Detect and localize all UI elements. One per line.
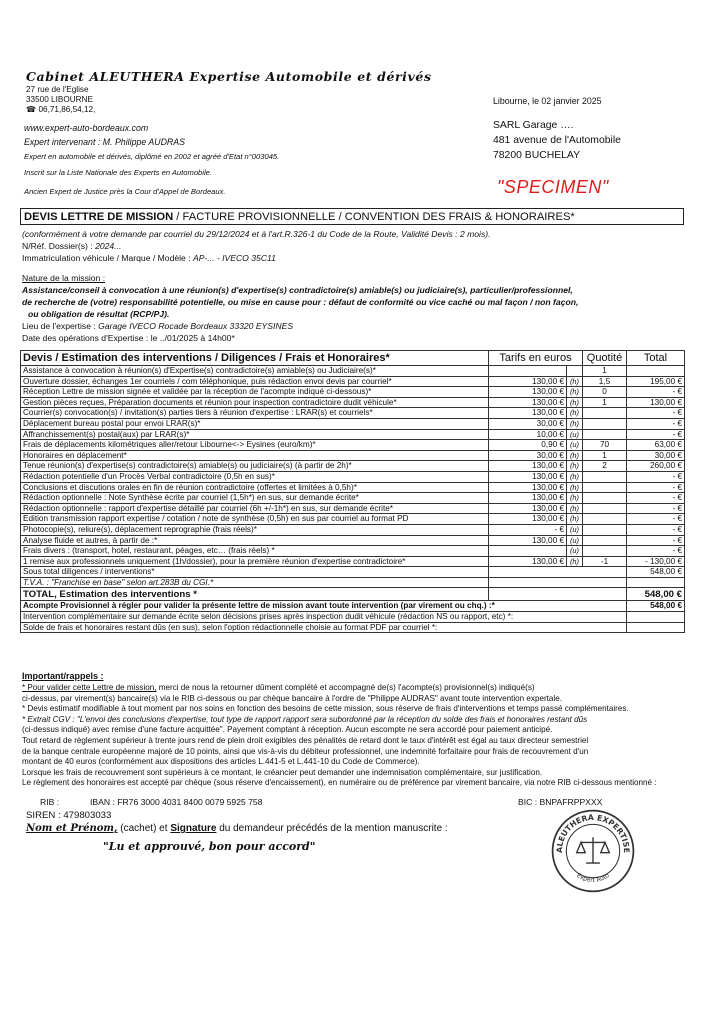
row-quotite <box>583 514 627 525</box>
row-description: Honoraires en déplacement* <box>21 450 489 461</box>
title-bold: DEVIS LETTRE DE MISSION <box>24 211 174 223</box>
table-row <box>21 461 685 472</box>
notes-block <box>22 671 702 789</box>
total-label: TOTAL, Estimation des interventions * <box>21 588 489 601</box>
row-total: - € <box>627 514 685 525</box>
mission-line-1: Assistance/conseil à convocation à une réunion(s) d'expertise(s) contradictoire(s) amiable(s) ou judiciaire(s), particulier/professionnel, <box>22 285 573 295</box>
row-description: Déplacement bureau postal pour envoi LRAR(s)* <box>21 418 489 429</box>
table-row <box>21 376 685 387</box>
row-description: Ouverture dossier, échanges 1er courriels / com téléphonique, puis rédaction envoi devis par courriel* <box>21 376 489 387</box>
notes-line-8: montant de 40 euros (conformément aux dispositions des articles L.441-5 et L.441-10 du Code de Commerce). <box>22 757 420 767</box>
row-unit: (h) <box>567 387 583 398</box>
recipient-name: SARL Garage …. <box>493 120 574 131</box>
row-quotite: 70 <box>583 440 627 451</box>
signature-instruction: Nom et Prénom, (cachet) et Signature du demandeur précédés de la mention manuscrite : <box>26 823 448 834</box>
row-description: Affranchissement(s) postal(aux) par LRAR(s)* <box>21 429 489 440</box>
row-quotite: 0 <box>583 387 627 398</box>
row-description: Analyse fluide et autres, à partir de :* <box>21 535 489 546</box>
table-row <box>21 450 685 461</box>
expert-listing: Inscrit sur la Liste Nationale des Experts en Automobile. <box>24 168 212 177</box>
stamp-bottom-text: Expert Auto <box>575 872 611 884</box>
row-total: - € <box>627 418 685 429</box>
stamp-top-text: ALEUTHERA EXPERTISE <box>554 812 632 854</box>
subtotal-spacer <box>489 567 627 578</box>
row-quotite <box>583 482 627 493</box>
row-total: 195,00 € <box>627 376 685 387</box>
row-unit: (u) <box>567 524 583 535</box>
specimen-watermark: "SPECIMEN" <box>497 177 609 197</box>
row-description: Courrier(s) convocation(s) / invitation(s) parties tiers à réunion d'expertise : LRAR(s) et courriels* <box>21 408 489 419</box>
row-description: Rédaction optionnelle : Note Synthèse écrite par courriel (1,5h*) en sus, sur demande écrite* <box>21 493 489 504</box>
row-description: 1 remise aux professionnels uniquement (1h/dossier), pour la première réunion d'expertise contradictoire* <box>21 556 489 567</box>
row-unit: (u) <box>567 440 583 451</box>
solde-row <box>21 622 685 633</box>
cabinet-address <box>26 85 95 115</box>
row-tarif: 30,00 € <box>489 450 567 461</box>
svg-text:Expert Auto <box>575 872 611 884</box>
row-total: - € <box>627 503 685 514</box>
row-tarif: 130,00 € <box>489 461 567 472</box>
mission-line-2: de recherche de (votre) responsabilité potentielle, ou mise en cause pour : défaut de conformité ou vice caché ou mal façon / non façon, <box>22 297 579 307</box>
acompte-label: Acompte Provisionnel à régler pour valider la présente lettre de mission avant toute intervention (par virement ou chq.) :* <box>21 601 627 612</box>
row-tarif: - € <box>489 524 567 535</box>
row-tarif: 130,00 € <box>489 408 567 419</box>
row-unit <box>567 366 583 377</box>
tva-label: T.V.A. : "Franchise en base" selon art.283B du CGI.* <box>21 577 489 588</box>
bank-iban: IBAN : FR76 3000 4031 8400 0079 5925 758 <box>90 797 263 807</box>
total-row <box>21 588 685 601</box>
row-tarif: 30,00 € <box>489 418 567 429</box>
table-row <box>21 418 685 429</box>
row-quotite <box>583 535 627 546</box>
intro-line-1: (conformément à votre demande par courriel du 29/12/2024 et à l'art.R.326-1 du Code de la Route, Validité Devis : 2 mois). <box>22 229 491 239</box>
row-total: - € <box>627 535 685 546</box>
row-quotite <box>583 524 627 535</box>
row-tarif: 130,00 € <box>489 397 567 408</box>
mission-block <box>22 272 578 344</box>
row-tarif: 10,00 € <box>489 429 567 440</box>
row-unit: (h) <box>567 450 583 461</box>
row-total: - € <box>627 429 685 440</box>
bank-bic: BIC : BNPAFRPPXXX <box>518 797 603 807</box>
row-total: 30,00 € <box>627 450 685 461</box>
mission-line-3: ou obligation de résultat (RCP/PJ). <box>28 309 170 319</box>
row-unit: (h) <box>567 514 583 525</box>
address-street: 27 rue de l'Eglise <box>26 85 89 94</box>
row-total: - € <box>627 471 685 482</box>
row-total: - € <box>627 493 685 504</box>
row-tarif: 130,00 € <box>489 482 567 493</box>
row-unit: (h) <box>567 418 583 429</box>
document-title <box>20 208 684 225</box>
row-unit: (h) <box>567 376 583 387</box>
table-row <box>21 493 685 504</box>
expert-justice: Ancien Expert de Justice près la Cour d'Appel de Bordeaux. <box>24 187 226 196</box>
intro-vehicle: Immatriculation véhicule / Marque / Modèle : AP-... - IVECO 35C11 <box>22 253 276 263</box>
row-unit: (h) <box>567 482 583 493</box>
table-body <box>21 366 685 567</box>
mission-heading: Nature de la mission : <box>22 273 106 283</box>
row-quotite <box>583 503 627 514</box>
solde-value <box>627 622 685 633</box>
cabinet-name: Cabinet ALEUTHERA Expertise Automobile et dérivés <box>26 69 432 84</box>
row-quotite <box>583 471 627 482</box>
notes-line-4: * Extrait CGV : "L'envoi des conclusions d'expertise, tout type de rapport rapport sera subordonné par la réception du solde des frais et honoraires restant dûs <box>22 714 588 724</box>
row-quotite <box>583 408 627 419</box>
table-row <box>21 429 685 440</box>
row-tarif: 130,00 € <box>489 514 567 525</box>
table-row <box>21 482 685 493</box>
row-total: - 130,00 € <box>627 556 685 567</box>
row-unit: (h) <box>567 556 583 567</box>
mission-date: Date des opérations d'Expertise : le ../01/2025 à 14h00* <box>22 333 235 343</box>
subtotal-row <box>21 567 685 578</box>
table-row <box>21 535 685 546</box>
notes-line-10: Le règlement des honoraires est accepté par chèque (sous réserve d'encaissement), en numéraire ou de préférence par virement bancaire, via notre RIB ci-dessous mentionné : <box>22 778 657 788</box>
total-value: 548,00 € <box>627 588 685 601</box>
tva-spacer <box>489 577 627 588</box>
row-tarif: 130,00 € <box>489 376 567 387</box>
company-seal-stamp <box>550 808 636 894</box>
row-description: Photocopie(s), reliure(s), déplacement reprographie (frais réels)* <box>21 524 489 535</box>
complement-label: Intervention complémentaire sur demande écrite selon décisions prises après inspection dudit véhicule (rédaction NS ou rapport, etc) *: <box>21 612 627 623</box>
row-total: - € <box>627 482 685 493</box>
table-row <box>21 387 685 398</box>
row-quotite <box>583 546 627 557</box>
row-total: 260,00 € <box>627 461 685 472</box>
tva-value <box>627 577 685 588</box>
row-description: Tenue réunion(s) d'expertise(s) contradictoire(s) amiable(s) ou judiciaire(s) (à partir de 2h)* <box>21 461 489 472</box>
row-quotite: 1 <box>583 397 627 408</box>
row-tarif: 0,90 € <box>489 440 567 451</box>
table-row <box>21 397 685 408</box>
row-tarif <box>489 366 567 377</box>
notes-heading: Important/rappels : <box>22 671 104 681</box>
table-row <box>21 440 685 451</box>
row-total: - € <box>627 387 685 398</box>
intro-ref: N/Réf. Dossier(s) : 2024... <box>22 241 122 251</box>
estimate-table <box>20 350 685 633</box>
address-city: 33500 LIBOURNE <box>26 95 93 104</box>
row-description: Edition transmission rapport expertise / cotation / note de synthèse (0,5h) en sus par courriel au format PD <box>21 514 489 525</box>
table-row <box>21 524 685 535</box>
row-unit: (h) <box>567 408 583 419</box>
row-total: - € <box>627 546 685 557</box>
row-total: 130,00 € <box>627 397 685 408</box>
header-tarif: Tarifs en euros <box>489 351 583 366</box>
acompte-value: 548,00 € <box>627 601 685 612</box>
row-description: Réception Lettre de mission signée et validée par la réception de l'acompte indiqué ci-dessous)* <box>21 387 489 398</box>
row-quotite <box>583 418 627 429</box>
row-quotite: 2 <box>583 461 627 472</box>
notes-line-3: * Devis estimatif modifiable à tout moment par nos soins en fonction des besoins de cette mission, sous réserve de frais d'interventions et temps passé complémentaires. <box>22 704 629 714</box>
row-description: Assistance à convocation à réunion(s) d'Expertise(s) contradictoire(s) amiable(s) ou Judiciaire(s)* <box>21 366 489 377</box>
row-unit: (u) <box>567 535 583 546</box>
subtotal-label: Sous total diligences / interventions* <box>21 567 489 578</box>
mission-lieu: Lieu de l'expertise : Garage IVECO Rocade Bordeaux 33320 EYSINES <box>22 321 294 331</box>
recipient-city: 78200 BUCHELAY <box>493 150 581 161</box>
row-unit: (u) <box>567 546 583 557</box>
row-tarif: 130,00 € <box>489 493 567 504</box>
solde-label: Solde de frais et honoraires restant dûs (en sus), selon l'option rédactionnelle choisie au format PDF par courriel *: <box>21 622 627 633</box>
row-quotite: 1 <box>583 450 627 461</box>
title-rest: / FACTURE PROVISIONNELLE / CONVENTION DES FRAIS & HONORAIRES* <box>173 211 575 223</box>
address-phone: ☎ 06,71,86,54,12, <box>26 105 96 114</box>
recipient-address <box>493 118 621 163</box>
row-quotite <box>583 493 627 504</box>
row-unit: (h) <box>567 397 583 408</box>
row-description: Rédaction optionnelle : rapport d'expertise détaillé par courriel (6h +/-1h*) en sus, sur demande écrite* <box>21 503 489 514</box>
row-tarif: 130,00 € <box>489 535 567 546</box>
row-description: Frais divers : (transport, hotel, restaurant, péages, etc… (frais réels) * <box>21 546 489 557</box>
tva-row <box>21 577 685 588</box>
table-row <box>21 546 685 557</box>
row-total: - € <box>627 408 685 419</box>
row-description: Conclusions et discutions orales en fin de réunion contradictoire (offertes et limitées à 0,5h)* <box>21 482 489 493</box>
row-unit: (h) <box>567 493 583 504</box>
header-description: Devis / Estimation des interventions / Diligences / Frais et Honoraires* <box>21 351 489 366</box>
table-row <box>21 514 685 525</box>
acompte-row <box>21 601 685 612</box>
total-spacer <box>489 588 627 601</box>
row-total <box>627 366 685 377</box>
row-unit: (h) <box>567 471 583 482</box>
row-unit: (h) <box>567 503 583 514</box>
row-quotite: -1 <box>583 556 627 567</box>
table-header-row <box>21 351 685 366</box>
row-tarif: 130,00 € <box>489 471 567 482</box>
bank-rib-label: RIB : <box>40 797 60 807</box>
expert-intervenant: Expert intervenant : M. Philippe AUDRAS <box>24 137 186 147</box>
subtotal-value: 548,00 € <box>627 567 685 578</box>
table-row <box>21 408 685 419</box>
complement-value <box>627 612 685 623</box>
row-total: - € <box>627 524 685 535</box>
row-quotite: 1 <box>583 366 627 377</box>
table-row <box>21 556 685 567</box>
header-total: Total <box>627 351 685 366</box>
row-quotite: 1,5 <box>583 376 627 387</box>
complement-row <box>21 612 685 623</box>
notes-line-1: * Pour valider cette Lettre de mission, merci de nous la retourner dûment complété et accompagné de(s) l'acompte(s) provisionnel(s) indiqué(s) <box>22 683 535 692</box>
siren-number: SIREN : 479803033 <box>26 810 112 821</box>
row-unit: (u) <box>567 429 583 440</box>
expert-description: Expert en automobile et dérivés, diplômé en 2002 et agréé d'Etat n°003045. <box>24 152 280 161</box>
row-tarif <box>489 546 567 557</box>
notes-line-7: de la banque centrale européenne majoré de 10 points, ainsi que vis-à-vis du débiteur professionnel, une indemnité forfaitaire pour frais de recouvrement d'un <box>22 746 589 756</box>
notes-line-9: Lorsque les frais de recouvrement sont supérieurs à ce montant, le créancier peut demander une indemnisation complémentaire, sur justification. <box>22 767 543 777</box>
recipient-street: 481 avenue de l'Automobile <box>493 135 621 146</box>
row-quotite <box>583 429 627 440</box>
row-description: Frais de déplacements kilométriques aller/retour Libourne<-> Eysines (euro/km)* <box>21 440 489 451</box>
website-link[interactable]: www.expert-auto-bordeaux.com <box>24 123 149 133</box>
row-tarif: 130,00 € <box>489 503 567 514</box>
table-row <box>21 366 685 377</box>
row-total: 63,00 € <box>627 440 685 451</box>
notes-line-6: Tout retard de règlement supérieur à trente jours rend de plein droit exigibles des pénalités de retard dont le taux d'intérêt est égal au taux directeur semestriel <box>22 735 589 745</box>
notes-line-5: (ci-dessus indiqué) avec remise d'une facture acquittée". Payement comptant à réception. Aucun escompte ne sera accordé pour paiement anticipé. <box>22 725 553 735</box>
row-tarif: 130,00 € <box>489 387 567 398</box>
header-quotite: Quotité <box>583 351 627 366</box>
row-description: Rédaction potentielle d'un Procès Verbal contradictoire (0,5h en sus)* <box>21 471 489 482</box>
row-description: Gestion pièces reçues, Préparation documents et réunion pour inspection contradictoire dudit véhicule* <box>21 397 489 408</box>
notes-line-2: ci-dessus, par virement(s) bancaire(s) via le RIB ci-dessous ou par chèque bancaire à l'ordre de "Philippe AUDRAS" avant toute intervention expertale. <box>22 693 562 703</box>
table-row <box>21 503 685 514</box>
table-row <box>21 471 685 482</box>
letter-date: Libourne, le 02 janvier 2025 <box>493 96 602 106</box>
intro-block <box>22 228 491 264</box>
lu-et-approuve: "Lu et approuvé, bon pour accord" <box>103 840 316 853</box>
row-unit: (h) <box>567 461 583 472</box>
row-tarif: 130,00 € <box>489 556 567 567</box>
scales-icon <box>577 837 610 863</box>
